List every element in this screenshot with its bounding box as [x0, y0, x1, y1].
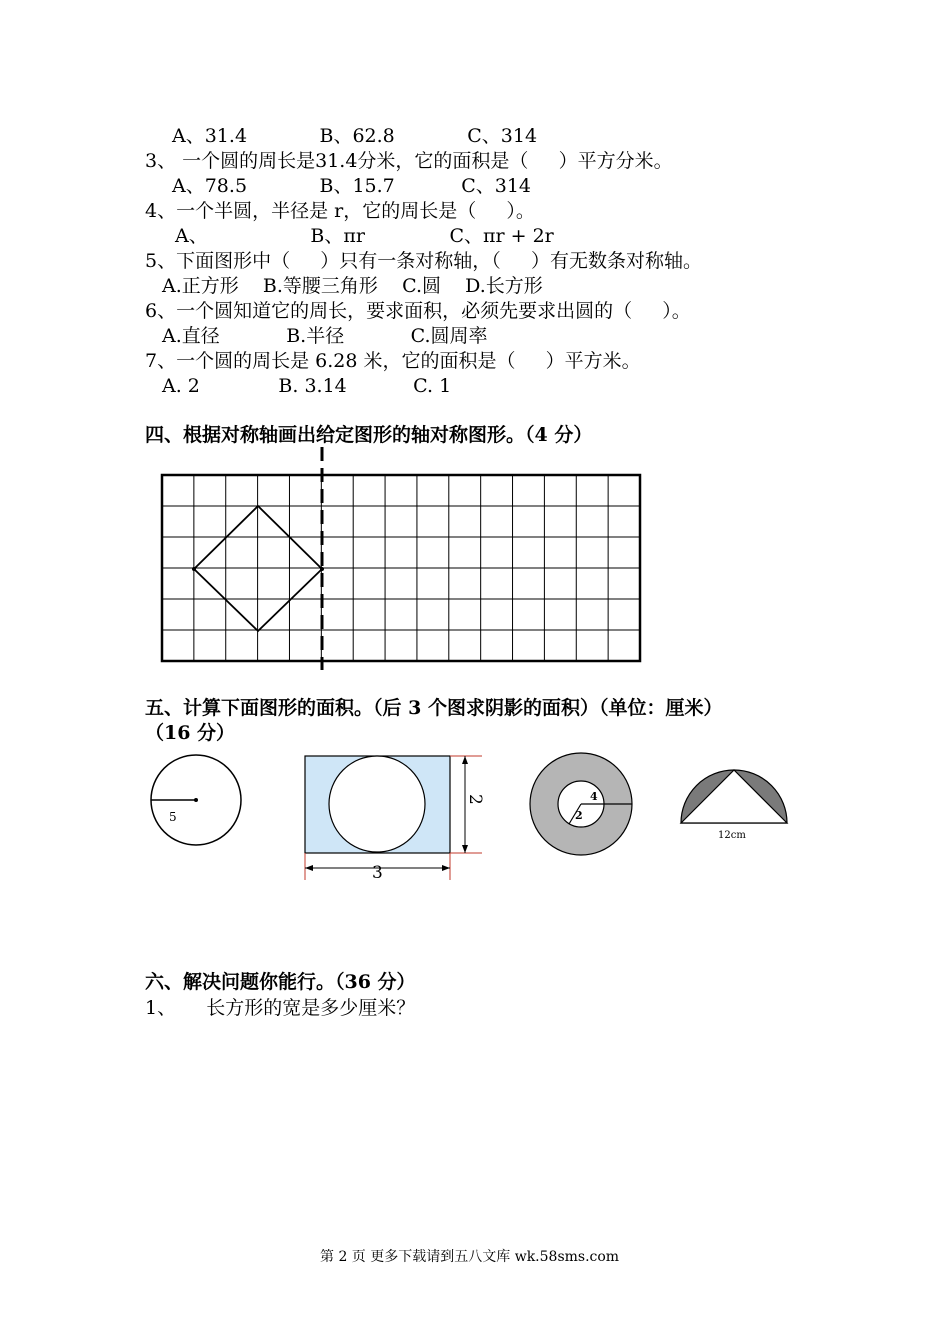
question-7: 7、一个圆的周长是 6.28 米，它的面积是（ ）平方米。 [145, 350, 641, 372]
q6-options: A.直径 B.半径 C.圆周率 [162, 325, 488, 347]
section-4-heading: 四、根据对称轴画出给定图形的轴对称图形。（4 分） [145, 424, 593, 446]
fig2-width-label: 3 [372, 863, 383, 883]
figure-ring [530, 753, 632, 855]
question-4: 4、一个半圆，半径是 r，它的周长是（ ）。 [145, 200, 535, 222]
q2-options: A、31.4 B、62.8 C、314 [172, 125, 538, 147]
q4-options: A、 B、πr C、πr + 2r [175, 225, 554, 247]
question-6-1: 1、 长方形的宽是多少厘米？ [145, 997, 416, 1019]
fig3-outer-label: 4 [590, 790, 598, 803]
page-footer: 第 2 页 更多下载请到五八文库 wk.58sms.com [320, 1249, 620, 1265]
question-3: 3、 一个圆的周长是31.4分米，它的面积是（ ）平方分米。 [145, 150, 673, 172]
q7-options: A. 2 B. 3.14 C. 1 [162, 375, 452, 397]
fig4-base-label: 12cm [718, 830, 746, 841]
section-6-heading: 六、解决问题你能行。（36 分） [145, 971, 416, 993]
figure-circle [151, 755, 241, 845]
section-5-heading: 五、计算下面图形的面积。（后 3 个图求阴影的面积）（单位：厘米） [145, 697, 723, 719]
question-6: 6、一个圆知道它的周长，要求面积，必须先要求出圆的（ ）。 [145, 300, 691, 322]
figure-rect-circle [305, 756, 485, 883]
section-5-heading-points: （16 分） [145, 722, 236, 744]
fig3-inner-label: 2 [575, 809, 583, 822]
fig1-radius-label: 5 [169, 810, 177, 824]
question-5: 5、下面图形中（ ）只有一条对称轴，（ ）有无数条对称轴。 [145, 250, 702, 272]
figure-semicircle [681, 770, 787, 841]
q5-options: A.正方形 B.等腰三角形 C.圆 D.长方形 [162, 275, 543, 297]
fig2-height-label: 2 [465, 794, 485, 805]
q3-options: A、78.5 B、15.7 C、314 [172, 175, 532, 197]
